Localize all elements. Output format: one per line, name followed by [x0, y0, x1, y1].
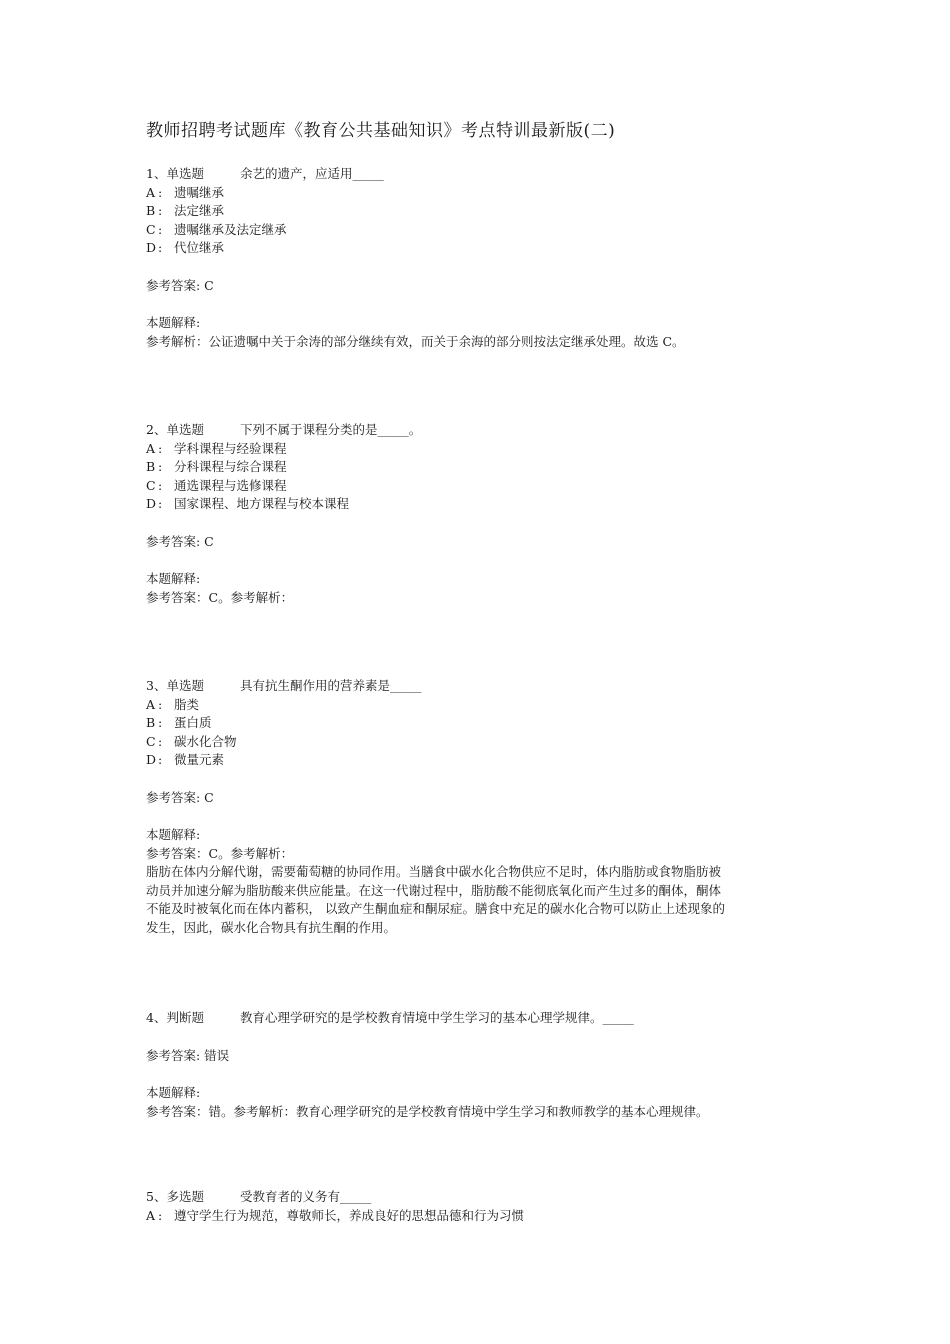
- option-row: [146, 733, 816, 752]
- option-row: [146, 202, 816, 221]
- option-text: 代位继承: [174, 240, 225, 255]
- option-row: [146, 458, 816, 477]
- option-letter: B: [146, 203, 156, 218]
- question-number-type: 3、单选题: [146, 678, 204, 693]
- explanation-line: 脂肪在体内分解代谢，需要葡萄糖的协同作用。当膳食中碳水化合物供应不足时，体内脂肪或食物脂肪被: [146, 864, 722, 879]
- option-separator: :: [158, 184, 163, 200]
- option-letter: A: [146, 696, 156, 712]
- option-text: 通选课程与选修课程: [174, 477, 287, 493]
- question-header: [146, 677, 816, 696]
- option-text: 学科课程与经验课程: [174, 440, 287, 456]
- explanation-line: 参考答案：C。参考解析：: [146, 845, 294, 861]
- explanation-line: 动员并加速分解为脂肪酸来供应能量。在这一代谢过程中，脂肪酸不能彻底氧化而产生过多的酮体，酮体: [146, 882, 722, 898]
- option-text: 国家课程、地方课程与校本课程: [174, 496, 350, 511]
- question-number-type: 1、单选题: [146, 166, 204, 181]
- option-letter: B: [146, 715, 156, 730]
- question-block: [146, 677, 816, 937]
- option-row: [146, 440, 816, 459]
- question-stem: 具有抗生酮作用的营养素是_____: [240, 678, 422, 693]
- option-separator: :: [158, 715, 163, 730]
- option-separator: :: [158, 477, 163, 493]
- explanation-label: 本题解释:: [146, 827, 201, 842]
- question-stem: 受教育者的义务有_____: [240, 1189, 372, 1204]
- question-number-type: 5、多选题: [146, 1189, 204, 1204]
- option-separator: :: [158, 752, 163, 767]
- option-text: 蛋白质: [174, 715, 212, 730]
- option-text: 遗嘱继承及法定继承: [174, 221, 287, 237]
- question-number-type: 4、判断题: [146, 1010, 204, 1025]
- explanation-label: 本题解释:: [146, 571, 201, 586]
- question-number-type: 2、单选题: [146, 422, 204, 437]
- option-letter: A: [146, 440, 156, 456]
- question-header: [146, 165, 816, 184]
- option-letter: B: [146, 459, 156, 474]
- option-letter: C: [146, 733, 156, 749]
- option-text: 脂类: [174, 696, 200, 712]
- explanation-label: 本题解释:: [146, 1085, 201, 1100]
- option-text: 遗嘱继承: [174, 184, 225, 200]
- option-row: [146, 696, 816, 715]
- option-row: [146, 714, 816, 733]
- question-block: [146, 421, 816, 607]
- option-row: [146, 751, 816, 770]
- document-title: 教师招聘考试题库《教育公共基础知识》考点特训最新版(二): [146, 121, 616, 141]
- option-row: [146, 495, 816, 514]
- option-letter: D: [146, 240, 157, 255]
- option-separator: :: [158, 733, 163, 749]
- explanation-line: 发生，因此，碳水化合物具有抗生酮的作用。: [146, 919, 397, 935]
- question-block: [146, 1009, 816, 1121]
- option-text: 微量元素: [174, 752, 225, 767]
- option-text: 分科课程与综合课程: [174, 459, 287, 474]
- reference-answer: 参考答案: 错误: [146, 1047, 230, 1063]
- option-letter: D: [146, 496, 157, 511]
- option-separator: :: [158, 203, 163, 218]
- reference-answer: 参考答案: C: [146, 789, 214, 805]
- option-text: 法定继承: [174, 203, 225, 218]
- option-separator: :: [158, 221, 163, 237]
- option-text: 碳水化合物: [174, 733, 237, 749]
- option-letter: C: [146, 221, 156, 237]
- question-stem: 教育心理学研究的是学校教育情境中学生学习的基本心理学规律。_____: [240, 1010, 634, 1025]
- option-letter: C: [146, 477, 156, 493]
- option-separator: :: [158, 459, 163, 474]
- reference-answer: 参考答案: C: [146, 533, 214, 549]
- option-letter: A: [146, 184, 156, 200]
- option-row: [146, 239, 816, 258]
- option-separator: :: [158, 696, 163, 712]
- option-row: [146, 1207, 816, 1226]
- question-stem: 余艺的遗产，应适用_____: [240, 166, 384, 181]
- explanation-line: 参考解析：公证遗嘱中关于余涛的部分继续有效，而关于余海的部分则按法定继承处理。故选 C。: [146, 333, 685, 349]
- question-header: [146, 421, 816, 440]
- option-separator: :: [158, 240, 163, 255]
- option-separator: :: [158, 1207, 163, 1223]
- question-block: [146, 165, 816, 351]
- question-stem: 下列不属于课程分类的是_____。: [240, 422, 422, 437]
- question-block: [146, 1188, 816, 1225]
- reference-answer: 参考答案: C: [146, 277, 214, 293]
- explanation-line: 参考答案：C。参考解析：: [146, 589, 294, 605]
- option-text: 遵守学生行为规范，尊敬师长，养成良好的思想品德和行为习惯: [174, 1207, 525, 1223]
- question-header: [146, 1009, 816, 1028]
- option-row: [146, 221, 816, 240]
- option-letter: D: [146, 752, 157, 767]
- explanation-line: 参考答案：错。参考解析：教育心理学研究的是学校教育情境中学生学习和教师教学的基本心理规律。: [146, 1103, 709, 1119]
- option-row: [146, 477, 816, 496]
- option-separator: :: [158, 440, 163, 456]
- explanation-line: 不能及时被氧化而在体内蓄积， 以致产生酮血症和酮尿症。膳食中充足的碳水化合物可以防止上述现象的: [146, 901, 725, 916]
- option-row: [146, 184, 816, 203]
- option-separator: :: [158, 496, 163, 511]
- explanation-label: 本题解释:: [146, 315, 201, 330]
- question-header: [146, 1188, 816, 1207]
- option-letter: A: [146, 1207, 156, 1223]
